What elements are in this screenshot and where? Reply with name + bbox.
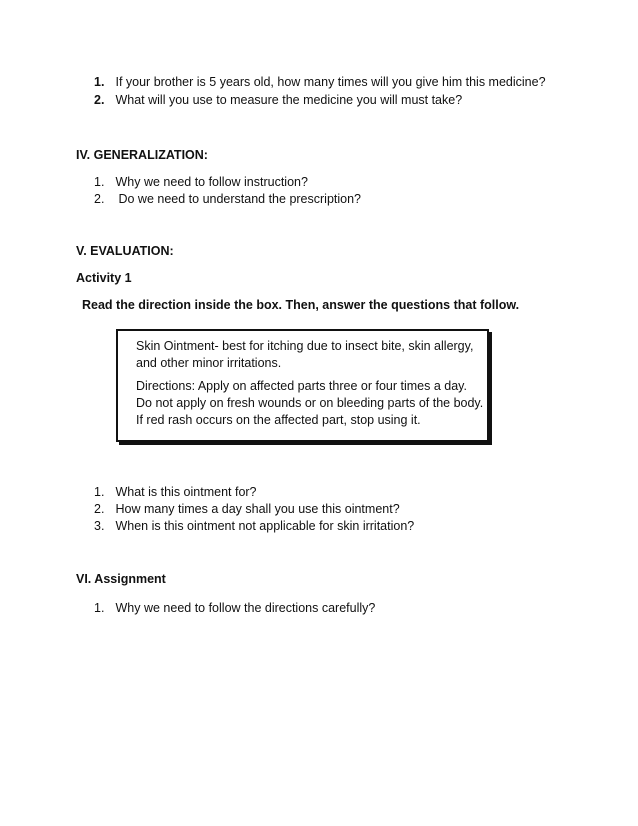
evaluation-question-3 [94, 518, 414, 534]
intro-question-2-text: What will you use to measure the medicine you will must take? [115, 93, 463, 107]
direction-box-line-5: If red rash occurs on the affected part, stop using it. [136, 413, 421, 427]
direction-box-line-4: Do not apply on fresh wounds or on bleeding parts of the body. [136, 396, 484, 410]
generalization-item-1 [94, 174, 308, 190]
activity-label: Activity 1 [76, 271, 132, 285]
generalization-item-2-number: 2. [94, 192, 105, 206]
generalization-item-1-text: Why we need to follow instruction? [115, 175, 308, 189]
assignment-item-1-number: 1. [94, 601, 105, 615]
evaluation-question-1-text: What is this ointment for? [115, 485, 257, 499]
intro-question-1-text: If your brother is 5 years old, how many times will you give him this medicine? [115, 75, 546, 89]
evaluation-question-2-text: How many times a day shall you use this ointment? [115, 502, 400, 516]
assignment-item-1 [94, 600, 375, 616]
intro-question-1 [94, 74, 546, 90]
evaluation-question-3-text: When is this ointment not applicable for skin irritation? [115, 519, 415, 533]
direction-box-line-1: Skin Ointment- best for itching due to insect bite, skin allergy, [136, 339, 474, 353]
evaluation-question-1 [94, 484, 257, 500]
direction-box-line-2: and other minor irritations. [136, 356, 282, 370]
assignment-heading: VI. Assignment [76, 572, 166, 586]
evaluation-heading: V. EVALUATION: [76, 244, 174, 258]
evaluation-question-2-number: 2. [94, 502, 105, 516]
evaluation-question-2 [94, 501, 400, 517]
direction-box-line-3: Directions: Apply on affected parts three or four times a day. [136, 379, 467, 393]
evaluation-question-1-number: 1. [94, 485, 105, 499]
intro-question-1-number: 1. [94, 75, 105, 89]
assignment-item-1-text: Why we need to follow the directions carefully? [115, 601, 376, 615]
intro-question-2-number: 2. [94, 93, 105, 107]
intro-question-2 [94, 92, 462, 108]
generalization-heading: IV. GENERALIZATION: [76, 148, 208, 162]
evaluation-instruction: Read the direction inside the box. Then, answer the questions that follow. [82, 298, 520, 312]
generalization-item-2 [94, 191, 361, 207]
evaluation-question-3-number: 3. [94, 519, 105, 533]
generalization-item-1-number: 1. [94, 175, 105, 189]
direction-box [116, 329, 489, 442]
generalization-item-2-text: Do we need to understand the prescription? [118, 192, 362, 206]
